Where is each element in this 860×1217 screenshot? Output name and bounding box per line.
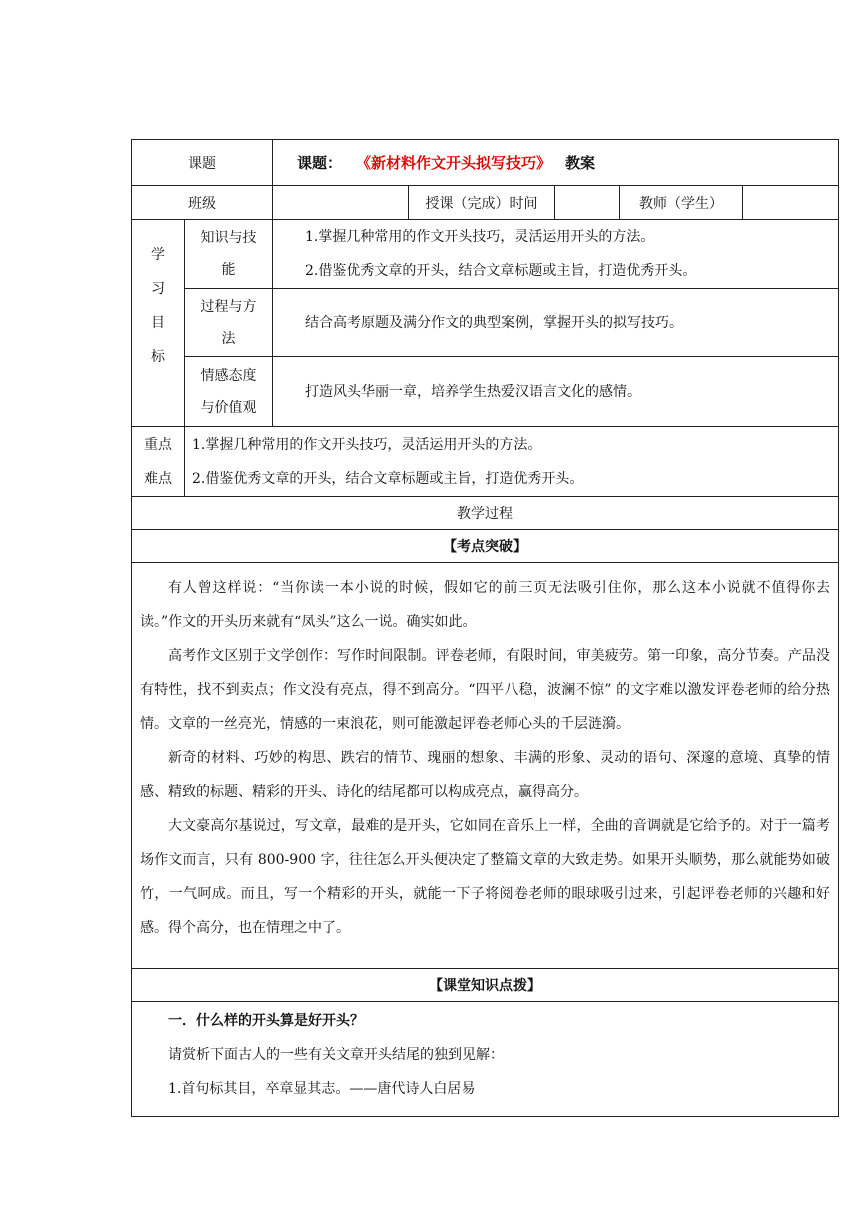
body-paragraph: 1.首句标其目，卒章显其志。——唐代诗人白居易: [168, 1081, 476, 1097]
title-row: [132, 140, 839, 186]
objective-category-line: 过程与方: [200, 298, 257, 315]
teacher-label: 教师（学生）: [620, 186, 743, 220]
objective-category-line: 知识与技: [200, 230, 257, 246]
body-paragraph: 大文豪高尔基说过，写文章，最难的是开头，它如同在音乐上一样，全曲的音调就是它给予的。对于一篇考场作文而言，只有 800-900 字，往往怎么开头便决定了整篇文章的大致走势。如果开头顺势，那么就能势如破竹，一气呵成。而且，写一个精彩的开头，就能一下子将阅卷老师的眼球吸引过来，引起评卷老师的兴趣和好感。得个高分，也在情理之中了。: [140, 818, 830, 936]
section1-body-row: [132, 563, 839, 969]
key-points-label-line: 难点: [144, 470, 172, 487]
objective-content: [273, 289, 839, 357]
teacher-value: [743, 186, 839, 220]
objective-row-knowledge: [132, 220, 839, 289]
time-value: [555, 186, 620, 220]
process-title-row: [132, 497, 839, 530]
process-title: 教学过程: [132, 497, 839, 530]
objectives-label-char: 标: [151, 349, 165, 365]
body-paragraph: 新奇的材料、巧妙的构思、跌宕的情节、瑰丽的想象、丰满的形象、灵动的语句、深邃的意境、真挚的情感、精致的标题、精彩的开头、诗化的结尾都可以构成亮点，赢得高分。: [140, 750, 830, 800]
objective-row-emotion: [132, 357, 839, 427]
lesson-plan-table: [131, 139, 839, 1117]
key-points-row: [132, 427, 839, 497]
body-paragraph: 有人曾这样说：“当你读一本小说的时候，假如它的前三页无法吸引住你，那么这本小说就不值得你去读。”作文的开头历来就有“凤头”这么一说。确实如此。: [140, 580, 830, 630]
class-row: [132, 186, 839, 220]
objective-content: [273, 220, 839, 289]
section2-body-row: [132, 1002, 839, 1117]
objective-category-line: 情感态度: [200, 367, 257, 384]
objective-category: [185, 220, 273, 289]
key-point-line: 1.掌握几种常用的作文开头技巧，灵活运用开头的方法。: [192, 436, 542, 453]
section2-title: 【课堂知识点拨】: [132, 969, 839, 1002]
objective-category-line: 能: [221, 262, 236, 278]
objective-line: 打造风头华丽一章，培养学生热爱汉语言文化的感情。: [305, 383, 641, 400]
section2-body: [132, 1002, 839, 1117]
objective-line: 结合高考原题及满分作文的典型案例，掌握开头的拟写技巧。: [305, 314, 683, 331]
topic-label: 课题: [132, 140, 273, 186]
time-label: 授课（完成）时间: [409, 186, 555, 220]
class-label: 班级: [132, 186, 273, 220]
key-points-content: [185, 427, 839, 497]
objectives-label-char: 学: [151, 247, 165, 263]
key-points-label: [132, 427, 185, 497]
objective-line: 1.掌握几种常用的作文开头技巧，灵活运用开头的方法。: [305, 229, 655, 245]
page-title: [273, 140, 839, 186]
objective-category-line: 法: [221, 330, 236, 347]
title-suffix: 教案: [565, 154, 596, 172]
section2-heading: 一．什么样的开头算是好开头？: [168, 1013, 364, 1029]
title-prefix: 课题：: [297, 154, 343, 172]
section1-body: [132, 563, 839, 969]
objective-content: [273, 357, 839, 427]
body-paragraph: 请赏析下面古人的一些有关文章开头结尾的独到见解：: [168, 1047, 504, 1063]
objective-row-process: [132, 289, 839, 357]
objective-category-line: 与价值观: [200, 399, 257, 416]
section1-title-row: [132, 530, 839, 563]
objective-category: [185, 357, 273, 427]
body-paragraph: 高考作文区别于文学创作：写作时间限制。评卷老师，有限时间，审美疲劳。第一印象，高分节奏。产品没有特性，找不到卖点；作文没有亮点，得不到高分。“四平八稳，波澜不惊” 的文字难以激发评卷老师的给分热情。文章的一丝亮光，情感的一束浪花，则可能激起评卷老师心头的千层涟漪。: [140, 648, 830, 732]
objectives-label-char: 目: [151, 315, 165, 331]
objective-line: 2.借鉴优秀文章的开头，结合文章标题或主旨，打造优秀开头。: [305, 263, 697, 279]
section2-title-row: [132, 969, 839, 1002]
objectives-vertical-label: [132, 220, 185, 427]
title-main: 《新材料作文开头拟写技巧》: [356, 154, 552, 172]
objectives-label-char: 习: [151, 281, 165, 297]
objective-category: [185, 289, 273, 357]
class-value: [273, 186, 409, 220]
section1-title: 【考点突破】: [132, 530, 839, 563]
key-points-label-line: 重点: [144, 436, 172, 453]
key-point-line: 2.借鉴优秀文章的开头，结合文章标题或主旨，打造优秀开头。: [192, 470, 584, 487]
lesson-plan-page: [131, 139, 838, 1117]
